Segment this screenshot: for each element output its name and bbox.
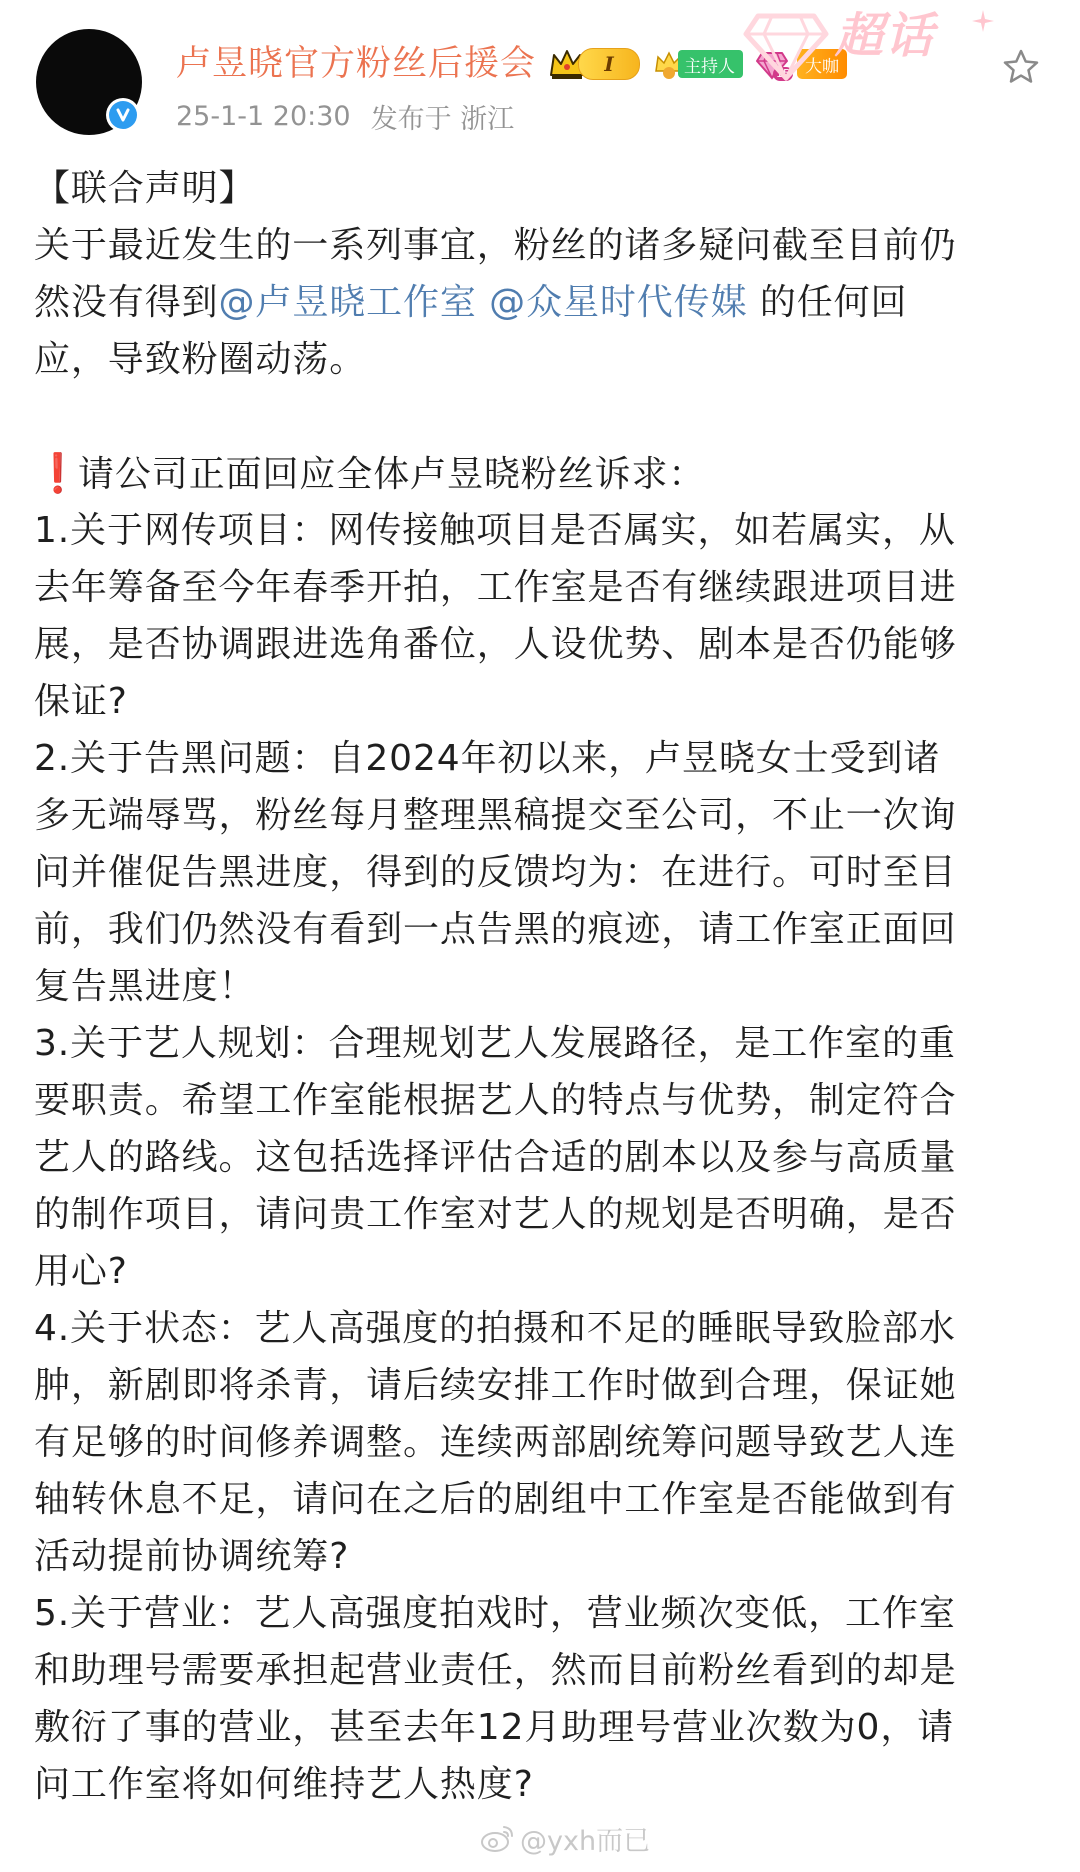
mention-studio-link[interactable]: @卢昱晓工作室 (218, 282, 477, 323)
post-timestamp: 25-1-1 20:30 (176, 100, 351, 132)
host-badge[interactable] (654, 47, 743, 81)
text-line: 敷衍了事的营业，甚至去年12月助理号营业次数为0，请 (34, 1707, 955, 1748)
text-line: 保证? (34, 681, 128, 722)
post-body (34, 160, 1054, 1813)
watermark (480, 1818, 650, 1858)
text-line: 复告黑进度！ (34, 966, 256, 1007)
text-line: 的制作项目，请问贵工作室对艺人的规划是否明确，是否 (34, 1194, 957, 1235)
demands-heading (34, 445, 1054, 502)
vip-badge[interactable]: 大咖 (797, 49, 847, 79)
post-location: 发布于 浙江 (370, 103, 515, 135)
text-line: 多无端辱骂，粉丝每月整理黑稿提交至公司，不止一次询 (34, 795, 957, 836)
supertopic-badge[interactable] (740, 0, 1000, 92)
gem-level: 15 (773, 67, 793, 81)
exclamation-icon: ❗ (34, 451, 83, 495)
favorite-button[interactable] (998, 44, 1044, 90)
watermark-text: @yxh而已 (520, 1825, 651, 1857)
text-line: 4.关于状态：艺人高强度的拍摄和不足的睡眠导致脸部水 (34, 1308, 956, 1349)
post-meta (176, 96, 514, 136)
text-line: 3.关于艺人规划：合理规划艺人发展路径，是工作室的重 (34, 1023, 956, 1064)
text-line (34, 274, 1054, 331)
statement-title: 【联合声明】 (34, 168, 256, 209)
star-icon (1002, 48, 1040, 86)
text-line: 展，是否协调跟进选角番位，人设优势、剧本是否仍能够 (34, 624, 957, 665)
author-name[interactable]: 卢昱晓官方粉丝后援会 (176, 43, 537, 84)
text-line: 1.关于网传项目：网传接触项目是否属实，如若属实，从 (34, 510, 956, 551)
post-header (0, 0, 1080, 150)
text-line: 应，导致粉圈动荡。 (34, 339, 367, 380)
text-segment: 关于最近发生的一系列事宜，粉丝的诸多疑问截至目前仍 (34, 225, 957, 266)
text-line: 2.关于告黑问题：自2024年初以来，卢昱晓女士受到诸 (34, 738, 941, 779)
mention-media-link[interactable]: @众星时代传媒 (489, 282, 748, 323)
text-segment (477, 282, 489, 323)
text-segment: 的任何回 (747, 282, 908, 323)
text-line: 有足够的时间修养调整。连续两部剧统筹问题导致艺人连 (34, 1422, 957, 1463)
supertopic-label: 超话 (835, 8, 936, 64)
level-badge[interactable] (548, 47, 640, 81)
verified-icon (106, 98, 140, 132)
text-line: 去年筹备至今年春季开拍，工作室是否有继续跟进项目进 (34, 567, 957, 608)
text-line: 活动提前协调统筹? (34, 1536, 350, 1577)
weibo-icon (480, 1823, 516, 1853)
text-line: 问工作室将如何维持艺人热度? (34, 1764, 534, 1805)
text-line (34, 217, 1054, 274)
text-line: 和助理号需要承担起营业责任，然而目前粉丝看到的却是 (34, 1650, 957, 1691)
text-line: 用心? (34, 1251, 128, 1292)
text-line: 轴转休息不足，请问在之后的剧组中工作室是否能做到有 (34, 1479, 957, 1520)
text-line: 5.关于营业：艺人高强度拍戏时，营业频次变低，工作室 (34, 1593, 956, 1634)
text-line: 前，我们仍然没有看到一点告黑的痕迹，请工作室正面回 (34, 909, 957, 950)
text-line: 问并催促告黑进度，得到的反馈均为：在进行。可时至目 (34, 852, 957, 893)
diamond-icon (740, 0, 832, 86)
level-pill: I (578, 48, 640, 80)
text-segment: 然没有得到 (34, 282, 219, 323)
sparkle-icon (972, 10, 994, 32)
host-label: 主持人 (678, 50, 743, 78)
blank-line (34, 388, 1054, 445)
text-line: 肿，新剧即将杀青，请后续安排工作时做到合理，保证她 (34, 1365, 957, 1406)
text-segment: 请公司正面回应全体卢昱晓粉丝诉求： (78, 454, 706, 495)
text-line: 艺人的路线。这包括选择评估合适的剧本以及参与高质量 (34, 1137, 957, 1178)
text-line: 要职责。希望工作室能根据艺人的特点与优势，制定符合 (34, 1080, 957, 1121)
